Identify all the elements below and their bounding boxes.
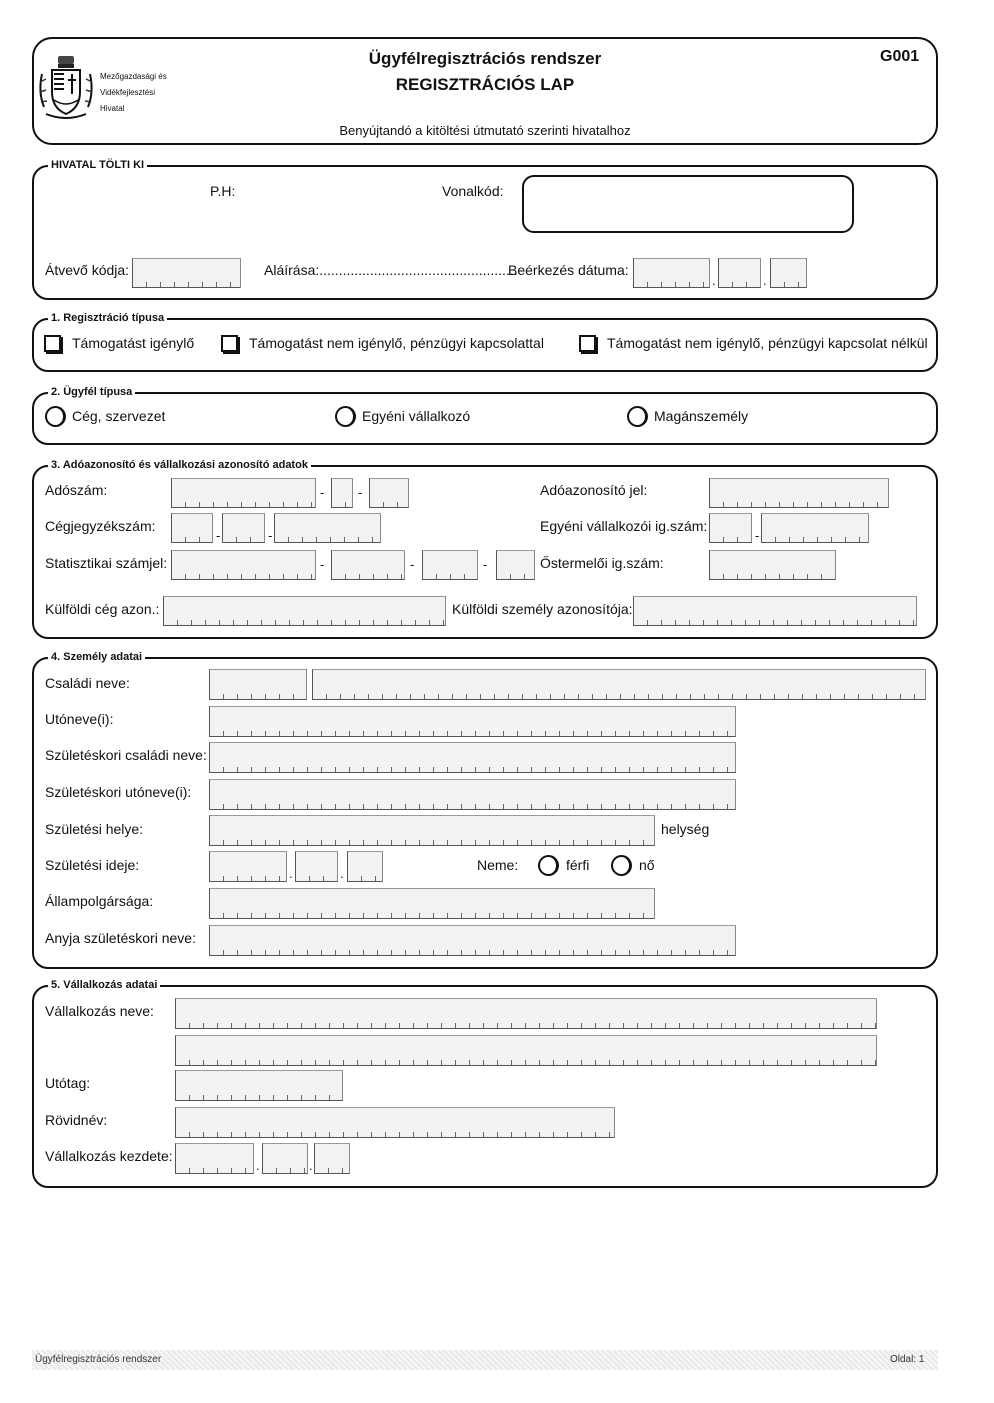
dash-separator: - xyxy=(483,557,488,572)
business-name-line2-input[interactable] xyxy=(175,1035,877,1066)
birth-place-label: Születési helye: xyxy=(45,821,144,837)
receiver-code-input[interactable] xyxy=(132,258,241,288)
reg-type-no-financial-label: Támogatást nem igénylő, pénzügyi kapcsolat nélkül xyxy=(607,335,928,351)
barcode-field xyxy=(522,175,854,233)
family-name-input[interactable] xyxy=(312,669,926,700)
date-separator: . xyxy=(340,866,344,881)
gender-label: Neme: xyxy=(477,857,519,873)
registration-type-legend: 1. Regisztráció típusa xyxy=(48,312,167,325)
gender-female-label: nő xyxy=(639,857,655,873)
family-name-prefix-input[interactable] xyxy=(209,669,307,700)
dash-separator: - xyxy=(268,528,273,543)
farmer-reg-input[interactable] xyxy=(709,550,836,580)
reg-type-subsidy-label: Támogatást igénylő xyxy=(72,335,195,351)
form-code: G001 xyxy=(880,48,920,65)
person-legend: 4. Személy adatai xyxy=(48,651,145,664)
mother-name-label: Anyja születéskori neve: xyxy=(45,930,196,946)
birth-family-name-input[interactable] xyxy=(209,742,736,773)
birth-day-input[interactable] xyxy=(347,851,383,882)
stat-number-part3-input[interactable] xyxy=(422,550,478,580)
company-reg-number-input[interactable] xyxy=(274,513,381,543)
gender-male-radio[interactable] xyxy=(538,855,559,876)
stat-number-part2-input[interactable] xyxy=(331,550,405,580)
business-name-line1-input[interactable] xyxy=(175,998,877,1029)
dash-separator: - xyxy=(320,485,325,500)
farmer-reg-label: Őstermelői ig.szám: xyxy=(540,555,664,571)
coat-of-arms-icon xyxy=(36,52,96,122)
client-type-sole-trader-radio[interactable] xyxy=(335,406,356,427)
office-legend: HIVATAL TÖLTI KI xyxy=(48,159,147,172)
sole-trader-reg-prefix-input[interactable] xyxy=(709,513,752,543)
birth-year-input[interactable] xyxy=(209,851,287,882)
citizenship-label: Állampolgársága: xyxy=(45,893,154,909)
dash-separator: - xyxy=(755,528,760,543)
submission-note: Benyújtandó a kitöltési útmutató szerinti hivatalhoz xyxy=(339,123,631,138)
arrival-month-input[interactable] xyxy=(718,258,761,288)
stamp-label: P.H: xyxy=(210,183,236,199)
form-title: Ügyfélregisztrációs rendszer xyxy=(368,49,602,68)
reg-type-financial-checkbox[interactable] xyxy=(221,335,238,352)
foreign-person-input[interactable] xyxy=(633,596,917,626)
tax-number-county-input[interactable] xyxy=(369,478,409,508)
client-type-private-radio[interactable] xyxy=(627,406,648,427)
business-short-name-input[interactable] xyxy=(175,1107,615,1138)
client-type-private-label: Magánszemély xyxy=(654,408,749,424)
citizenship-input[interactable] xyxy=(209,888,655,919)
date-separator: . xyxy=(256,1158,260,1173)
date-separator: . xyxy=(309,1158,313,1173)
arrival-day-input[interactable] xyxy=(770,258,807,288)
birth-place-suffix: helység xyxy=(661,821,710,837)
date-separator: . xyxy=(712,273,716,288)
dash-separator: - xyxy=(358,485,363,500)
client-type-sole-trader-label: Egyéni vállalkozó xyxy=(362,408,471,424)
birth-given-names-input[interactable] xyxy=(209,779,736,810)
birth-month-input[interactable] xyxy=(295,851,338,882)
mother-name-input[interactable] xyxy=(209,925,736,956)
client-type-company-label: Cég, szervezet xyxy=(72,408,166,424)
signature-label: Aláírása:................................................... xyxy=(264,262,518,278)
arrival-date-label: Beérkezés dátuma: xyxy=(508,262,629,278)
person-section xyxy=(32,657,938,969)
tax-id-legend: 3. Adóazonosító és vállalkozási azonosító adatok xyxy=(48,459,311,472)
birth-date-label: Születési ideje: xyxy=(45,857,140,873)
barcode-label: Vonalkód: xyxy=(442,183,504,199)
date-separator: . xyxy=(289,866,293,881)
business-legend: 5. Vállalkozás adatai xyxy=(48,979,160,992)
org-name-line2: Vidékfejlesztési xyxy=(100,88,155,97)
date-separator: . xyxy=(763,273,767,288)
footer-page-number: Oldal: 1 xyxy=(890,1354,925,1365)
reg-type-no-financial-checkbox[interactable] xyxy=(579,335,596,352)
stat-number-part1-input[interactable] xyxy=(171,550,316,580)
company-reg-form-input[interactable] xyxy=(222,513,265,543)
dash-separator: - xyxy=(320,557,325,572)
tax-number-label: Adószám: xyxy=(45,482,108,498)
business-short-name-label: Rövidnév: xyxy=(45,1112,108,1128)
business-suffix-input[interactable] xyxy=(175,1070,343,1101)
business-start-day-input[interactable] xyxy=(314,1143,350,1174)
business-start-label: Vállalkozás kezdete: xyxy=(45,1148,173,1164)
birth-given-names-label: Születéskori utóneve(i): xyxy=(45,784,192,800)
stat-number-part4-input[interactable] xyxy=(496,550,535,580)
company-reg-court-input[interactable] xyxy=(171,513,213,543)
business-name-label: Vállalkozás neve: xyxy=(45,1003,154,1019)
birth-family-name-label: Születéskori családi neve: xyxy=(45,747,207,763)
footer-bar xyxy=(32,1350,938,1370)
gender-male-label: férfi xyxy=(566,857,590,873)
foreign-company-input[interactable] xyxy=(163,596,446,626)
org-name-line3: Hivatal xyxy=(100,104,125,113)
tax-number-main-input[interactable] xyxy=(171,478,316,508)
sole-trader-reg-number-input[interactable] xyxy=(761,513,869,543)
form-subtitle: REGISZTRÁCIÓS LAP xyxy=(395,75,575,94)
dash-separator: - xyxy=(216,528,221,543)
tax-id-label: Adóazonosító jel: xyxy=(540,482,648,498)
given-names-label: Utóneve(i): xyxy=(45,711,114,727)
business-start-year-input[interactable] xyxy=(175,1143,254,1174)
sole-trader-reg-label: Egyéni vállalkozói ig.szám: xyxy=(540,518,708,534)
given-names-input[interactable] xyxy=(209,706,736,737)
business-suffix-label: Utótag: xyxy=(45,1075,91,1091)
stat-number-label: Statisztikai számjel: xyxy=(45,555,168,571)
birth-place-input[interactable] xyxy=(209,815,655,846)
reg-type-subsidy-checkbox[interactable] xyxy=(44,335,61,352)
tax-id-input[interactable] xyxy=(709,478,889,508)
org-name-line1: Mezőgazdasági és xyxy=(100,72,167,81)
reg-type-financial-label: Támogatást nem igénylő, pénzügyi kapcsolattal xyxy=(249,335,544,351)
arrival-year-input[interactable] xyxy=(633,258,710,288)
family-name-label: Családi neve: xyxy=(45,675,130,691)
receiver-code-label: Átvevő kódja: xyxy=(45,262,130,278)
tax-number-vat-input[interactable] xyxy=(331,478,353,508)
footer-system-name: Ügyfélregisztrációs rendszer xyxy=(35,1354,162,1365)
client-type-legend: 2. Ügyfél típusa xyxy=(48,386,135,399)
business-start-month-input[interactable] xyxy=(262,1143,308,1174)
company-reg-label: Cégjegyzékszám: xyxy=(45,518,156,534)
dash-separator: - xyxy=(410,557,415,572)
client-type-section xyxy=(32,392,938,445)
foreign-person-label: Külföldi személy azonosítója: xyxy=(452,601,633,617)
foreign-company-label: Külföldi cég azon.: xyxy=(45,601,160,617)
gender-female-radio[interactable] xyxy=(611,855,632,876)
client-type-company-radio[interactable] xyxy=(45,406,66,427)
